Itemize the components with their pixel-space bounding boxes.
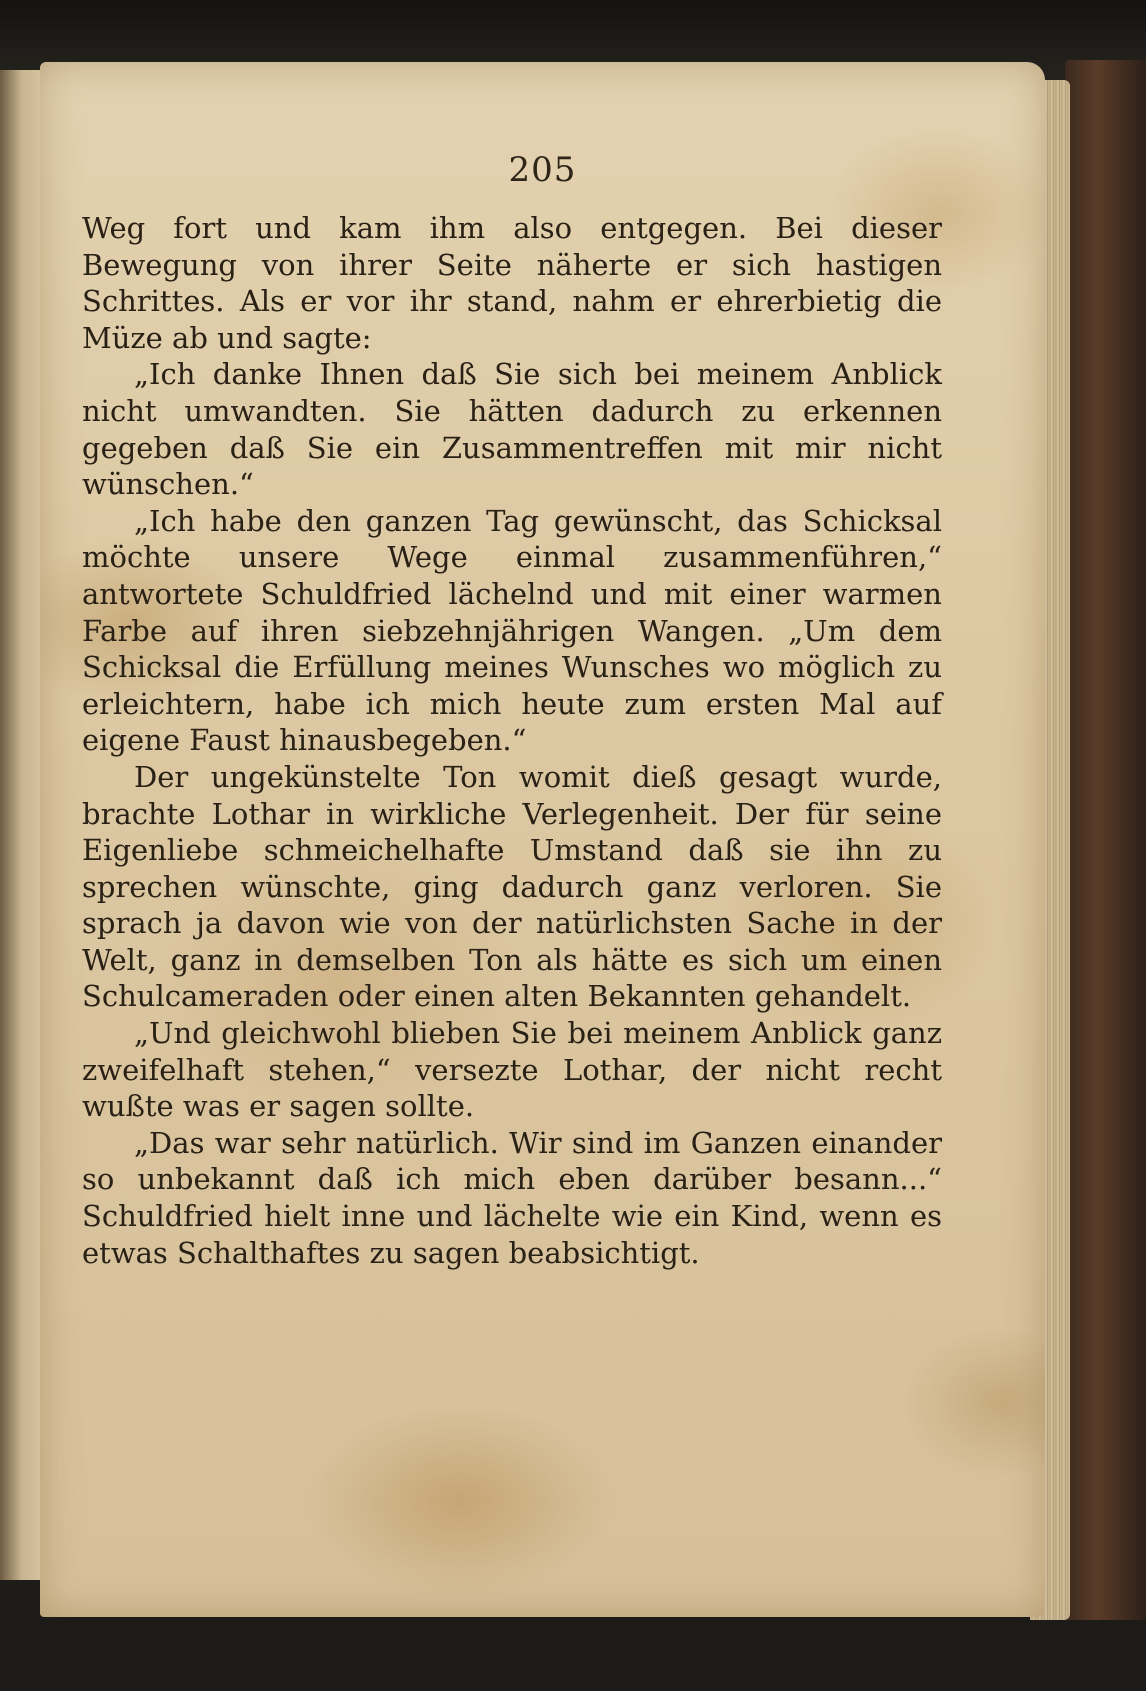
paragraph-2: „Ich danke Ihnen daß Sie sich bei meinem Anblick nicht umwandten. Sie hätten dadurch zu erkennen gegeben daß Sie ein Zusammentreffen mit mir nicht wünschen.“ xyxy=(82,357,942,502)
page-text xyxy=(82,210,942,1271)
book-cover-edge xyxy=(1065,60,1146,1620)
page-number: 205 xyxy=(508,150,577,190)
book-page xyxy=(40,62,1045,1617)
paragraph-1: Weg fort und kam ihm also entgegen. Bei dieser Bewegung von ihrer Seite näherte er sich hastigen Schrittes. Als er vor ihr stand, nahm er ehrerbietig die Müze ab und sagte: xyxy=(82,211,942,355)
paragraph-4: Der ungekünstelte Ton womit dieß gesagt wurde, brachte Lothar in wirkliche Verlegenheit. Der für seine Eigenliebe schmeichelhafte Umstand daß sie ihn zu sprechen wünschte, ging dadurch ganz verloren. Sie sprach ja davon wie von der natürlichsten Sache in der Welt, ganz in demselben Ton als hätte es sich um einen Schulcameraden oder einen alten Bekannten gehandelt. xyxy=(82,759,942,1014)
paragraph-5: „Und gleichwohl blieben Sie bei meinem Anblick ganz zweifelhaft stehen,“ versezte Lothar, der nicht recht wußte was er sagen sollte. xyxy=(82,1016,942,1124)
paragraph-6: „Das war sehr natürlich. Wir sind im Ganzen einander so unbekannt daß ich mich eben darüber besann...“ Schuldfried hielt inne und lächelte wie ein Kind, wenn es etwas Schalthaftes zu sagen beabsichtigt. xyxy=(82,1125,942,1270)
paragraph-3: „Ich habe den ganzen Tag gewünscht, das Schicksal möchte unsere Wege einmal zusammenführen,“ antwortete Schuldfried lächelnd und mit einer warmen Farbe auf ihren siebzehnjährigen Wangen. „Um dem Schicksal die Erfüllung meines Wunsches wo möglich zu erleichtern, habe ich mich heute zum ersten Mal auf eigene Faust hinausbegeben.“ xyxy=(82,503,942,758)
